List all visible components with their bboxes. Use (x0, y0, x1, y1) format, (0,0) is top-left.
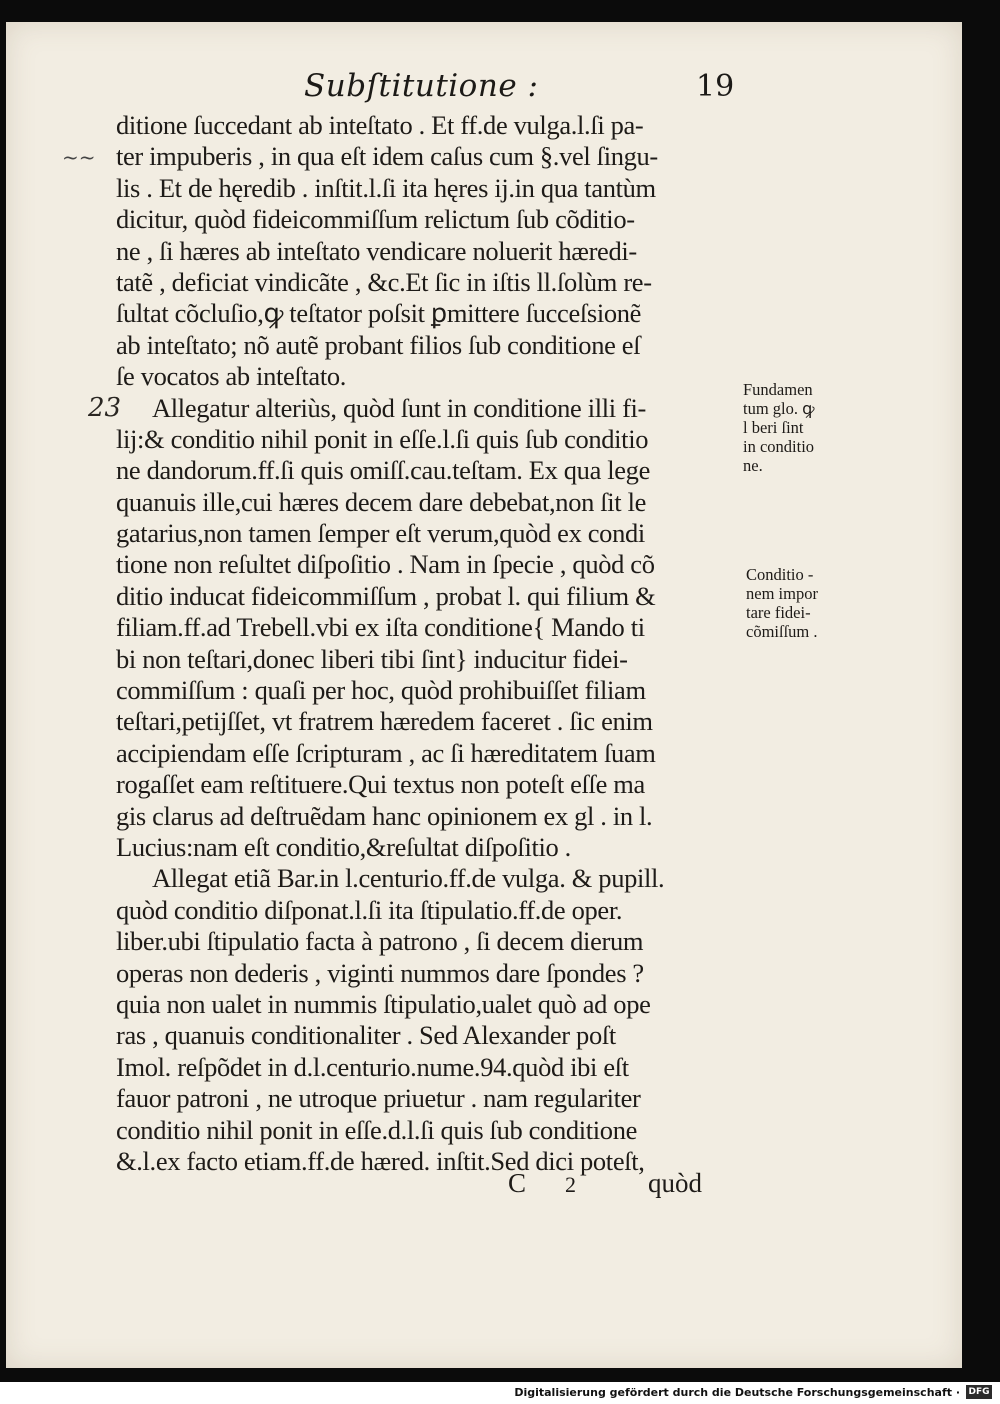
text-line: Imol. reſpõdet in d.l.centurio.nume.94.quòd ibi eſt (116, 1051, 629, 1082)
catchword: quòd (648, 1168, 702, 1198)
text-line: &.l.ex facto etiam.ff.de hæred. inſtit.Sed dici poteſt, (116, 1145, 645, 1176)
text-line: ter impuberis , in qua eſt idem caſus cum §.vel ſingu- (116, 141, 658, 172)
margin-note-fundamentum (743, 380, 853, 475)
margin-note-line: tare fidei- (746, 603, 811, 622)
text-line: operas non dederis , viginti nummos dare ſpondes ? (116, 957, 644, 988)
margin-note-line: Fundamen (743, 380, 813, 399)
text-line: conditio nihil ponit in eſſe.d.l.ſi quis ſub conditione (116, 1114, 638, 1145)
text-line: ne dandorum.ff.ſi quis omiſſ.cau.teſtam. Ex qua lege (116, 455, 650, 486)
text-line: quia non ualet in nummis ſtipulatio,ualet quò ad ope (116, 988, 651, 1019)
text-line: liber.ubi ſtipulatio facta à patrono , ſi decem dierum (116, 926, 644, 957)
text-line: ras , quanuis conditionaliter . Sed Alexander poſt (116, 1020, 616, 1051)
text-line: gatarius,non tamen ſemper eſt verum,quòd ex condi (116, 518, 645, 549)
text-line: accipiendam eſſe ſcripturam , ac ſi hæreditatem ſuam (116, 737, 656, 768)
text-line: ſultat cõcluſio,ꝙ teſtator poſsit ꝑmittere ſucceſsionẽ (116, 298, 642, 329)
margin-note-line: tum glo. ꝙ (743, 399, 815, 418)
margin-note-line: Conditio - (746, 565, 814, 584)
text-line: ſe vocatos ab inteſtato. (116, 361, 347, 392)
text-line: Allegatur alteriùs, quòd ſunt in conditione illi fi- (152, 392, 647, 423)
margin-note-conditio (746, 565, 856, 641)
text-line: Allegat etiã Bar.in l.centurio.ff.de vulga. & pupill. (152, 863, 665, 894)
stray-mark: ~~ (62, 145, 96, 169)
text-line: lij:& conditio nihil ponit in eſſe.l.ſi quis ſub conditio (116, 423, 649, 454)
margin-note-line: ne. (743, 456, 763, 475)
text-line: gis clarus ad deſtruẽdam hanc opinionem ex gl . in l. (116, 800, 653, 831)
text-line: commiſſum : quaſi per hoc, quòd prohibuiſſet filiam (116, 675, 646, 706)
text-line: dicitur, quòd fideicommiſſum relictum ſub cõditio- (116, 204, 635, 235)
folio-number: 19 (696, 69, 735, 104)
text-line: quòd conditio diſponat.l.ſi ita ſtipulatio.ff.de oper. (116, 894, 623, 925)
text-line: Lucius:nam eſt conditio,&reſultat diſpoſitio . (116, 831, 571, 862)
text-line: tione non reſultet diſpoſitio . Nam in ſpecie , quòd cõ (116, 549, 655, 580)
text-line: lis . Et de hęredib . inſtit.l.ſi ita hęres ij.in qua tantùm (116, 172, 656, 203)
text-line: ab inteſtato; nõ autẽ probant filios ſub conditione eſ (116, 329, 641, 360)
main-text-block (116, 110, 738, 1177)
digitization-footer (0, 1382, 1000, 1404)
signature-number: 2 (565, 1172, 576, 1197)
text-line: quanuis ille,cui hæres decem dare debebat,non ſit le (116, 486, 647, 517)
running-head: Subſtitutione : (304, 68, 539, 104)
text-line: ne , ſi hæres ab inteſtato vendicare noluerit hæredi- (116, 235, 637, 266)
margin-note-line: l beri ſint (743, 418, 804, 437)
dfg-logo: DFG (966, 1385, 992, 1399)
text-line: tatẽ , deficiat vindicãte , &c.Et ſic in iſtis ll.ſolùm re- (116, 266, 652, 297)
paragraph-number: 23 (88, 393, 122, 423)
text-line: teſtari,petijſſet, vt fratrem hæredem faceret . ſic enim (116, 706, 653, 737)
margin-note-line: nem impor (746, 584, 818, 603)
signature-letter: C (508, 1168, 527, 1198)
text-line: ditione ſuccedant ab inteſtato . Et ff.de vulga.l.ſi pa- (116, 110, 644, 140)
text-line: rogaſſet eam reſtituere.Qui textus non poteſt eſſe ma (116, 769, 645, 800)
margin-note-line: cõmiſſum . (746, 622, 818, 641)
funding-credit: Digitalisierung gefördert durch die Deutsche Forschungsgemeinschaft · (514, 1386, 960, 1399)
text-line: filiam.ff.ad Trebell.vbi ex iſta conditione{ Mando ti (116, 612, 645, 643)
text-line: fauor patroni , ne utroque priuetur . nam regulariter (116, 1083, 641, 1114)
margin-note-line: in conditio (743, 437, 815, 456)
text-line: bi non teſtari,donec liberi tibi ſint} inducitur fidei- (116, 643, 628, 674)
text-line: ditio inducat fideicommiſſum , probat l. qui filium & (116, 580, 656, 611)
